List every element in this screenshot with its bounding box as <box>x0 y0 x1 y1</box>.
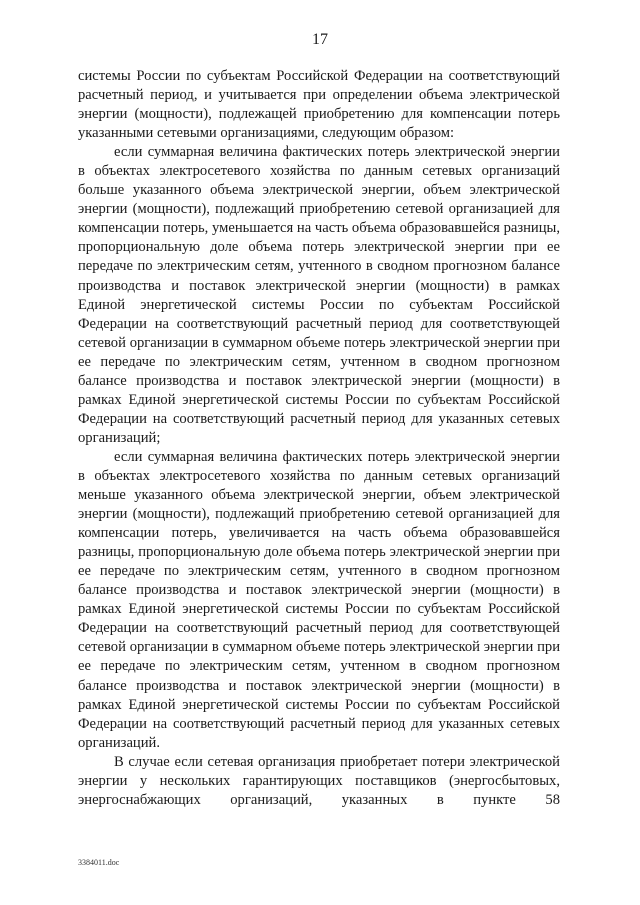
paragraph-continuation: системы России по субъектам Российской Федерации на соответствующий расчетный период, и учитывается при определении объема электрической энергии (мощности), подлежащей приобретению для компенсации потерь указанными сетевыми организациями, следующим образом: <box>78 68 560 142</box>
paragraph-multiple-suppliers: В случае если сетевая организация приобретает потери электрической энергии у нескольких гарантирующих поставщиков (энергосбытовых, энергоснабжающих организаций, указанных в пункте 58 <box>78 753 560 808</box>
document-body <box>78 67 560 810</box>
paragraph-case-greater: если суммарная величина фактических потерь электрической энергии в объектах электросетевого хозяйства по данным сетевых организаций больше указанного объема электрической энергии, объем электрической энергии (мощности), подлежащий приобретению сетевой организацией для компенсации потерь, уменьшается на часть объема образовавшейся разницы, пропорциональную доле объема потерь электрической энергии при ее передаче по электрическим сетям, учтенного в сводном прогнозном балансе производства и поставок электрической энергии (мощности) в рамках Единой энергетической системы России по субъектам Российской Федерации на соответствующий расчетный период для соответствующей сетевой организации в суммарном объеме потерь электрической энергии при ее передаче по электрическим сетям, учтенном в сводном прогнозном балансе производства и поставок электрической энергии (мощности) в рамках Единой энергетической системы России по субъектам Российской Федерации на соответствующий расчетный период для указанных сетевых организаций; <box>78 144 560 446</box>
paragraph-case-less: если суммарная величина фактических потерь электрической энергии в объектах электросетевого хозяйства по данным сетевых организаций меньше указанного объема электрической энергии, объем электрической энергии (мощности), подлежащий приобретению сетевой организацией для компенсации потерь, увеличивается на часть объема образовавшейся разницы, пропорциональную доле объема потерь электрической энергии при ее передаче по электрическим сетям, учтенного в сводном прогнозном балансе производства и поставок электрической энергии (мощности) в рамках Единой энергетической системы России по субъектам Российской Федерации на соответствующий расчетный период для соответствующей сетевой организации в суммарном объеме потерь электрической энергии при ее передаче по электрическим сетям, учтенном в сводном прогнозном балансе производства и поставок электрической энергии (мощности) в рамках Единой энергетической системы России по субъектам Российской Федерации на соответствующий расчетный период для указанных сетевых организаций. <box>78 448 560 751</box>
page-number: 17 <box>312 31 328 48</box>
footer-document-code: 3384011.doc <box>78 858 120 867</box>
